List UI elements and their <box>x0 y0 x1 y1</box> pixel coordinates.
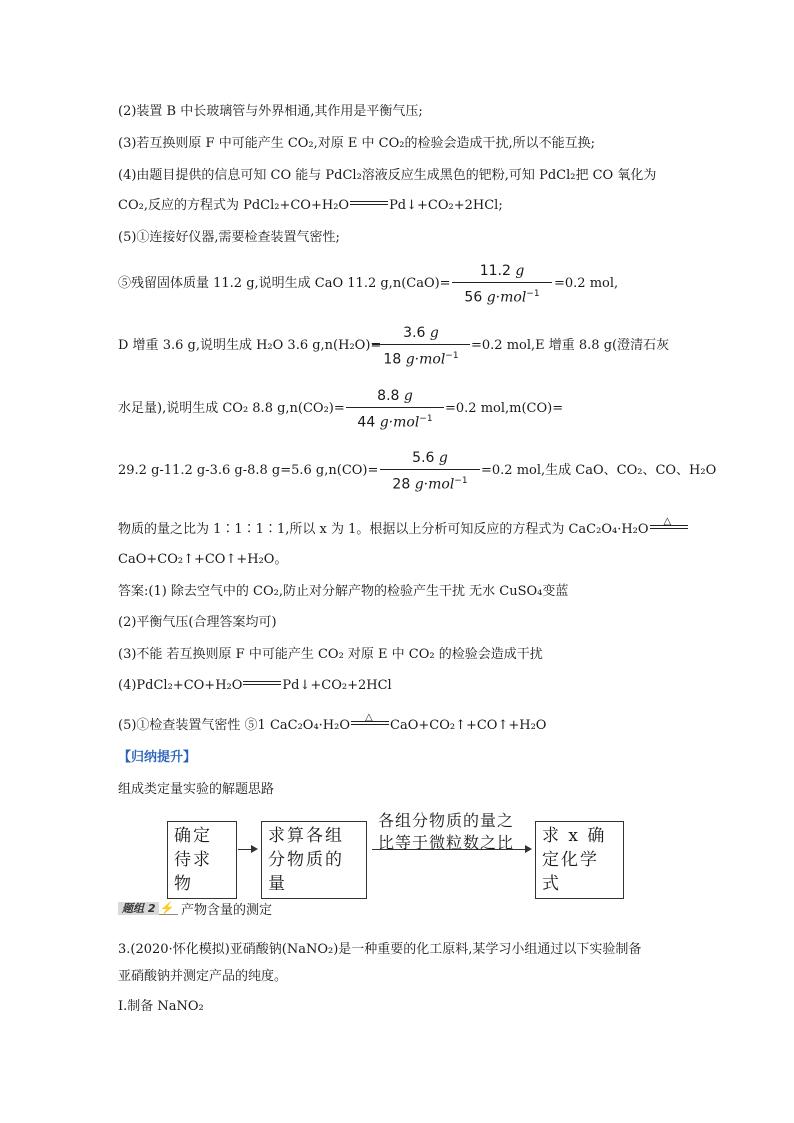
fraction-num-value: 8.8 <box>377 388 400 404</box>
answer-5 <box>118 712 547 735</box>
fraction-exponent: −1 <box>419 414 433 424</box>
h2o-result: =0.2 mol,E 增重 8.8 g(澄清石灰 <box>471 338 670 353</box>
cao-text: ⑤残留固体质量 11.2 g,说明生成 CaO 11.2 g,n(CaO)= <box>118 276 451 291</box>
solution-line-products: CaO+CO₂↑+CO↑+H₂O。 <box>118 552 288 567</box>
lightning-icon: ⚡ <box>159 901 175 915</box>
solution-line-4: (4)由题目提供的信息可知 CO 能与 PdCl₂溶液反应生成黑色的钯粉,可知 PdCl₂把 CO 氧化为 <box>118 168 657 183</box>
fraction-cao <box>452 262 552 307</box>
fraction-den-value: 18 <box>383 351 402 368</box>
question-3-line-2: 亚硝酸钠并测定产品的纯度。 <box>118 969 288 984</box>
summary-subheading: 组成类定量实验的解题思路 <box>118 782 275 797</box>
cao-result: =0.2 mol, <box>554 276 619 291</box>
equation-left: CO₂,反应的方程式为 PdCl₂+CO+H₂O <box>118 198 350 213</box>
solution-line-3: (3)若互换则原 F 中可能产生 CO₂,对原 E 中 CO₂的检验会造成干扰,所以不能互换; <box>118 136 595 151</box>
answer-5-right: CaO+CO₂↑+CO↑+H₂O <box>390 718 547 733</box>
answer-5-left: (5)①检查装置气密性 ⑤1 CaC₂O₄·H₂O <box>118 718 351 733</box>
fraction-den-value: 56 <box>464 289 483 306</box>
flow-box-calc-amount: 求算各组分物质的量 <box>261 821 367 899</box>
solution-line-ratio <box>118 516 689 539</box>
fraction-den-unit: g·mol <box>405 351 446 368</box>
fraction-num-unit: g <box>429 325 439 341</box>
answer-3: (3)不能 若互换则原 F 中可能产生 CO₂ 对原 E 中 CO₂ 的检验会造成干扰 <box>118 647 543 662</box>
answer-4-right: Pd↓+CO₂+2HCl <box>282 678 392 693</box>
heat-triangle-icon: △ <box>365 712 373 723</box>
fraction-co2 <box>346 387 444 432</box>
equals-sign <box>350 201 388 205</box>
fraction-num-value: 11.2 <box>479 263 511 279</box>
heated-equals-sign <box>650 516 688 529</box>
fraction-num-value: 3.6 <box>403 325 426 341</box>
solution-line-2: (2)装置 B 中长玻璃管与外界相通,其作用是平衡气压; <box>118 104 423 119</box>
answer-4 <box>118 677 392 695</box>
question-3-part-1: Ⅰ.制备 NaNO₂ <box>118 999 204 1014</box>
fraction-den-value: 28 <box>392 476 411 493</box>
heated-equals-sign <box>351 712 389 725</box>
solution-line-5: (5)①连接好仪器,需要检查装置气密性; <box>118 230 340 245</box>
equals-sign <box>243 681 281 685</box>
fraction-num-unit: g <box>403 388 413 404</box>
fraction-exponent: −1 <box>454 476 468 486</box>
fraction-h2o <box>372 324 470 369</box>
solution-line-h2o: D 增重 3.6 g,说明生成 H₂O 3.6 g,n(H₂O)= <box>118 338 382 353</box>
fraction-den-unit: g·mol <box>486 289 527 306</box>
co2-result: =0.2 mol,m(CO)= <box>445 401 564 416</box>
fraction-co <box>380 449 480 494</box>
fraction-den-value: 44 <box>357 414 376 431</box>
co-result: =0.2 mol,生成 CaO、CO₂、CO、H₂O <box>481 463 717 478</box>
flow-arrow-label-bottom: 比等于微粒数之比 <box>378 833 515 852</box>
answer-1: 答案:(1) 除去空气中的 CO₂,防止对分解产物的检验产生干扰 无水 CuSO₄变蓝 <box>118 584 569 599</box>
flow-box-formula: 求 x 确定化学式 <box>535 821 624 899</box>
solution-line-4-equation <box>118 197 503 215</box>
flow-arrow-1 <box>238 849 256 850</box>
answer-4-left: (4)PdCl₂+CO+H₂O <box>118 678 243 693</box>
flow-arrow-label-top: 各组分物质的量之 <box>378 811 515 830</box>
fraction-num-unit: g <box>438 450 448 466</box>
group-title: 产物含量的测定 <box>181 903 273 918</box>
solution-line-co: 29.2 g-11.2 g-3.6 g-8.8 g=5.6 g,n(CO)= <box>118 463 379 478</box>
fraction-num-unit: g <box>515 263 525 279</box>
answer-2: (2)平衡气压(合理答案均可) <box>118 615 277 630</box>
flow-box-determine: 确定待求物 <box>167 821 237 899</box>
solution-line-cao <box>118 275 451 293</box>
fraction-den-unit: g·mol <box>414 476 455 493</box>
group-label: 题组 2 <box>118 902 159 915</box>
ratio-text: 物质的量之比为 1∶1∶1∶1,所以 x 为 1。根据以上分析可知反应的方程式为 CaC₂O₄·H₂O <box>118 522 649 537</box>
equation-right: Pd↓+CO₂+2HCl; <box>389 198 503 213</box>
question-3-line-1: 3.(2020·怀化模拟)亚硝酸钠(NaNO₂)是一种重要的化工原料,某学习小组通过以下实验制备 <box>118 942 642 957</box>
summary-heading: 【归纳提升】 <box>118 750 197 765</box>
fraction-den-unit: g·mol <box>379 414 420 431</box>
heat-triangle-icon: △ <box>663 516 672 527</box>
fraction-num-value: 5.6 <box>412 450 435 466</box>
fraction-exponent: −1 <box>526 289 540 299</box>
group-badge <box>118 900 178 915</box>
fraction-exponent: −1 <box>445 351 459 361</box>
solution-line-co2: 水足量),说明生成 CO₂ 8.8 g,n(CO₂)= <box>118 401 345 416</box>
